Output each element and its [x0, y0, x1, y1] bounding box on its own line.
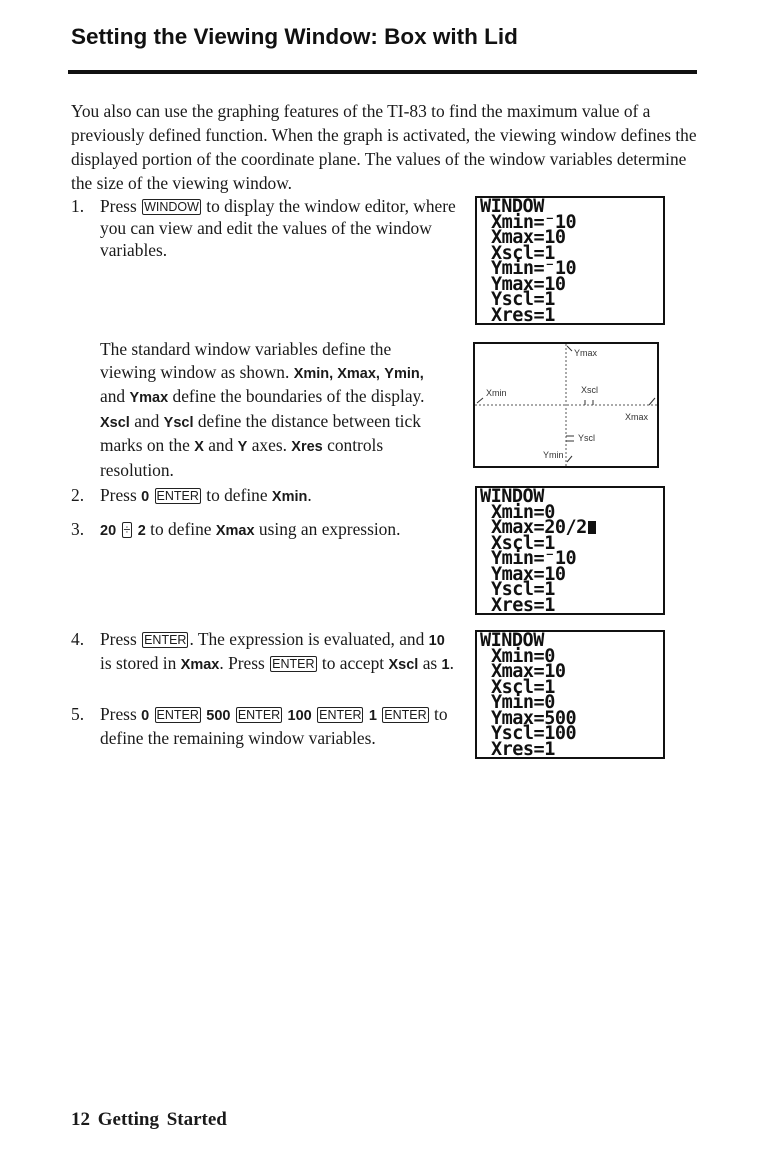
divide-key[interactable]: ÷	[123, 523, 131, 537]
screen-line: Xscl=1	[491, 532, 555, 554]
page-title: Setting the Viewing Window: Box with Lid	[71, 24, 518, 49]
screen-line: Xmin=⁻10	[491, 211, 577, 233]
screen-line: Xmin=0	[491, 501, 555, 523]
intro-paragraph: You also can use the graphing features of the TI-83 to find the maximum value of a previously defined function. When the graph is activated, the viewing window defines the displayed portion of the coordinate plane. The values of the window variables determine the size of the viewing window.	[71, 101, 697, 193]
step-1	[71, 195, 456, 261]
title-rule	[68, 70, 697, 74]
label-xscl: Xscl	[581, 385, 599, 395]
calculator-screen-standard	[475, 196, 665, 325]
label-ymin: Ymin	[543, 450, 564, 460]
screen-heading: WINDOW	[480, 486, 544, 507]
xmin-arrow	[477, 398, 483, 403]
screen-line: Xres=1	[491, 304, 555, 326]
step-text: Press 0 ENTER to define Xmin.	[100, 485, 312, 505]
step-number: 2.	[71, 485, 85, 505]
step-text: 20 ÷ 2 to define Xmax using an expression.	[100, 519, 401, 539]
screen-line: Ymax=10	[491, 273, 566, 295]
standard-window-paragraph: The standard window variables define the viewing window as shown. Xmin, Xmax, Ymin, and Ymax define the boundaries of the display. Xscl and Yscl define the distance between tick marks on the X and Y axes. Xres controls resolution.	[100, 339, 425, 480]
screen-line: Ymax=10	[491, 563, 566, 585]
enter-key[interactable]: ENTER	[384, 708, 427, 722]
enter-key[interactable]: ENTER	[319, 708, 362, 722]
screen-line: Ymin=0	[491, 692, 555, 713]
xmax-arrow	[649, 398, 655, 405]
screen-line: Yscl=1	[491, 289, 555, 310]
step-text: Press WINDOW to display the window editor, where you can view and edit the values of the window variables.	[100, 196, 456, 260]
enter-key[interactable]: ENTER	[272, 657, 315, 671]
label-yscl: Yscl	[578, 433, 596, 443]
step-4	[71, 628, 456, 676]
enter-key[interactable]: ENTER	[144, 633, 187, 647]
screen-line: Ymin=⁻10	[491, 258, 577, 279]
step-2	[71, 484, 456, 508]
step-number: 5.	[71, 704, 85, 724]
step-text: Press 0 ENTER 500 ENTER 100 ENTER 1 ENTER to define the remaining window variables.	[100, 704, 448, 748]
screen-heading: WINDOW	[480, 196, 544, 217]
screen-line: Xscl=1	[491, 242, 555, 264]
axes-diagram-svg	[475, 344, 657, 466]
step-5	[71, 703, 471, 749]
section-name: Getting Started	[97, 1109, 227, 1130]
screen-line: Yscl=100	[491, 723, 577, 744]
screen-line: Xmax=10	[491, 227, 566, 248]
text-cursor	[588, 521, 596, 534]
label-xmax: Xmax	[625, 412, 649, 422]
step-number: 3.	[71, 519, 85, 539]
label-xmin: Xmin	[486, 388, 507, 398]
screen-line: Xmax=10	[491, 661, 566, 682]
screen-line: Xres=1	[491, 738, 555, 760]
screen-line: Xmin=0	[491, 645, 555, 667]
step-number: 1.	[71, 196, 85, 216]
page-number: 12	[71, 1109, 90, 1130]
enter-key[interactable]: ENTER	[237, 708, 281, 722]
enter-key[interactable]: ENTER	[156, 489, 199, 503]
screen-line: Ymin=⁻10	[491, 548, 577, 569]
page-footer	[71, 1109, 227, 1131]
window-key[interactable]: WINDOW	[144, 200, 199, 214]
screen-line: Xscl=1	[491, 676, 555, 698]
ymax-arrow	[567, 346, 572, 351]
screen-heading: WINDOW	[480, 630, 544, 651]
viewing-window-diagram	[473, 342, 659, 468]
calculator-screen-final	[475, 630, 665, 759]
screen-line-active: Xmax=20/2	[480, 520, 663, 536]
step-text: Press ENTER . The expression is evaluated, and 10 is stored in Xmax. Press ENTER to accept Xscl as 1.	[100, 629, 454, 673]
screen-line: Yscl=1	[491, 579, 555, 600]
screen-line: Xres=1	[491, 594, 555, 616]
enter-key[interactable]: ENTER	[156, 708, 199, 722]
screen-line: Ymax=500	[491, 707, 577, 729]
ymin-arrow	[567, 456, 572, 462]
step-3	[71, 518, 456, 542]
calculator-screen-xmax-expression	[475, 486, 665, 615]
label-ymax: Ymax	[574, 348, 598, 358]
step-number: 4.	[71, 629, 85, 649]
